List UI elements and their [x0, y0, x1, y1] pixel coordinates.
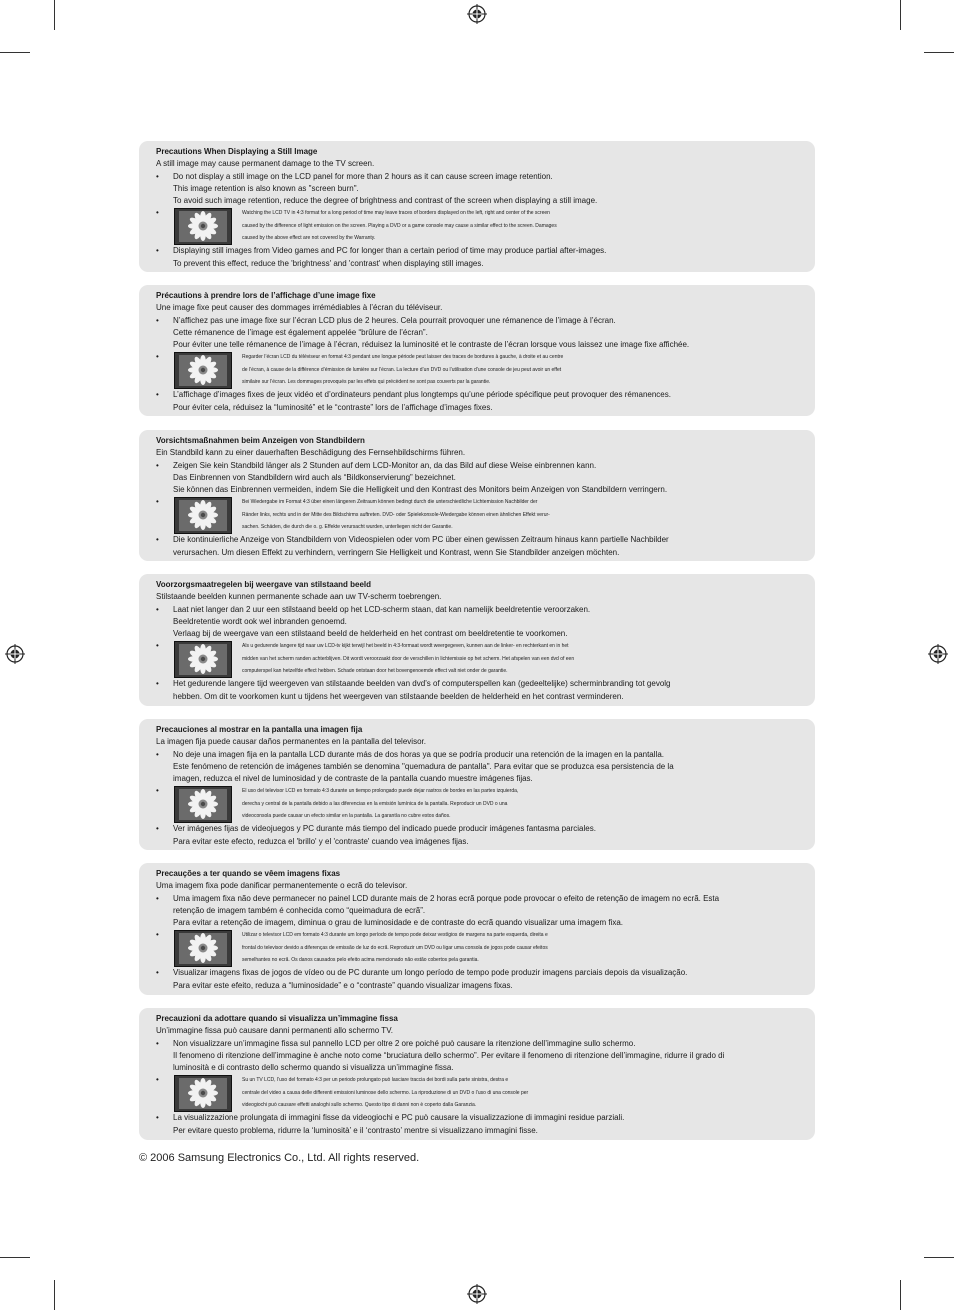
bullet-icon: •: [156, 535, 159, 545]
bullet-icon: •: [156, 968, 159, 978]
precaution-section-english: [139, 141, 815, 272]
section-intro: Uma imagem fixa pode danificar permanentemente o ecrã do televisor.: [156, 881, 408, 891]
bullet-text: Het gedurende langere tijd weergeven van stilstaande beelden van dvd’s of computerspellen kan (gedeeltelijke) scherminbranding tot gevolg: [173, 679, 671, 689]
section-intro: Une image fixe peut causer des dommages irrémédiables à l’écran du téléviseur.: [156, 303, 443, 313]
section-title: Precautions When Displaying a Still Image: [156, 147, 318, 156]
image-bullet-line: Ränder links, rechts und in der Mitte des Bildschirms auftreten. DVD- oder Spielekonsole-Wiedergabe können einen ähnlichen Effekt verur-: [242, 511, 550, 518]
bullet-continuation: Verlaag bij de weergave van een stilstaand beeld de helderheid en het contrast om beeldretentie te voorkomen.: [173, 629, 568, 639]
bullet-continuation: Para evitar este efeito, reduza a “luminosidade” e o “contraste” quando visualizar imagens fixas.: [173, 980, 513, 990]
precaution-section-french: [139, 285, 815, 416]
section-intro: Un’immagine fissa può causare danni permanenti allo schermo TV.: [156, 1026, 394, 1036]
image-bullet-line: videoconsola puede causar un efecto similar en la pantalla. La garantía no cubre estos daños.: [242, 813, 451, 820]
bullet-text: No deje una imagen fija en la pantalla LCD durante más de dos horas ya que se podría producir una retención de la imagen en la pantalla.: [173, 749, 664, 759]
bullet-item: [156, 823, 805, 835]
bullet-text: Uma imagem fixa não deve permanecer no painel LCD durante mais de 2 horas ecrã porque pode provocar o efeito de retenção de imagem no ecrã. Esta: [173, 893, 720, 903]
tv-still-image-thumbnail: [174, 786, 232, 823]
crop-mark-top-right-horizontal: [924, 52, 954, 53]
precaution-section-portuguese: [139, 863, 815, 995]
bullet-continuation: Cette rémanence de l’image est également appelée “brûlure de l’écran”.: [173, 327, 428, 337]
bullet-text: Do not display a still image on the LCD panel for more than 2 hours as it can cause screen image retention.: [173, 171, 553, 181]
image-bullet-text: [242, 1074, 805, 1111]
precaution-section-spanish: [139, 719, 815, 850]
image-bullet-item: [156, 207, 805, 245]
bullet-continuation: Pour éviter une telle rémanence de l’image à l’écran, réduisez la luminosité et le contraste de l’écran lorsque vous laissez une image fixe affichée.: [173, 340, 690, 350]
bullet-item: [156, 245, 805, 257]
bullet-icon: •: [156, 1113, 159, 1123]
bullet-text: La visualizzazione prolungata di immagini fisse da videogiochi e PC può causare la visualizzazione di immagini residue parziali.: [173, 1113, 625, 1123]
bullet-icon: •: [156, 1075, 159, 1085]
image-bullet-item: [156, 1074, 805, 1112]
bullet-icon: •: [156, 497, 159, 507]
precaution-section-german: [139, 430, 815, 561]
image-bullet-line: frontal do televisor devido a diferenças de emissão de luz do ecrã. Reproduzir um DVD ou ligar uma consola de jogos pode causar efeitos: [242, 944, 548, 951]
tv-still-image-thumbnail: [174, 352, 232, 389]
bullet-item: [156, 604, 805, 616]
crop-mark-bottom-right-vertical: [900, 1280, 901, 1310]
bullet-continuation: Il fenomeno di ritenzione dell’immagine è anche noto come “bruciatura dello schermo”. Per evitare il fenomeno di ritenzione dell’immagine, ridurre il grado di: [173, 1050, 725, 1060]
bullet-text: Die kontinuierliche Anzeige von Standbildern von Videospielen oder vom PC über einen gewissen Zeitraum hinaus kann partielle Nachbilder: [173, 535, 669, 545]
bullet-icon: •: [156, 824, 159, 834]
tv-still-image-thumbnail: [174, 641, 232, 678]
bullet-continuation: Das Einbrennen von Standbildern wird auch als “Bildkonservierung” bezeichnet.: [173, 472, 456, 482]
bullet-item: [156, 678, 805, 690]
image-bullet-line: de l’écran, à cause de la différence d’émission de lumière sur l’écran. La lecture d’un DVD ou l’utilisation d’une console de jeu peut avoir un effet: [242, 366, 562, 373]
bullet-icon: •: [156, 679, 159, 689]
bullet-icon: •: [156, 930, 159, 940]
section-intro: Ein Standbild kann zu einer dauerhaften Beschädigung des Fernsehbildschirms führen.: [156, 448, 466, 458]
image-bullet-line: similaire sur l’écran. Les dommages provoqués par les effets qui précèdent ne sont pas couverts par la garantie.: [242, 379, 491, 386]
bullet-continuation: luminosità e di contrasto dello schermo quando si visualizza un’immagine fissa.: [173, 1063, 454, 1073]
image-bullet-line: Su un TV LCD, l’uso del formato 4:3 per un periodo prolungato può lasciare traccia dei bordi sulla parte sinistra, destra e: [242, 1077, 509, 1084]
image-bullet-line: derecha y central de la pantalla debido a las diferencias en la emisión lumínica de la pantalla. Reproducir un DVD o una: [242, 800, 508, 807]
bullet-item: [156, 1038, 805, 1050]
bullet-item: [156, 1112, 805, 1124]
image-bullet-item: [156, 351, 805, 389]
registration-mark-icon: [467, 4, 487, 24]
image-bullet-line: Utilizar o televisor LCD em formato 4:3 durante um longo período de tempo pode deixar vestígios de margens na parte esquerda, direita e: [242, 932, 548, 939]
bullet-continuation: Per evitare questo problema, ridurre la ‘luminosità’ e il ‘contrasto’ mentre si visualizzano immagini fisse.: [173, 1125, 538, 1135]
bullet-icon: •: [156, 604, 159, 614]
bullet-item: [156, 749, 805, 761]
image-bullet-line: videogiochi può causare effetti analoghi sullo schermo. Questo tipo di danni non è coperto dalla Garanzia.: [242, 1102, 477, 1109]
tv-still-image-thumbnail: [174, 208, 232, 245]
bullet-text: Zeigen Sie kein Standbild länger als 2 Stunden auf dem LCD-Monitor an, da das Bild auf diese Weise einbrennen kann.: [173, 460, 597, 470]
bullet-item: [156, 460, 805, 472]
section-title: Precauciones al mostrar en la pantalla una imagen fija: [156, 725, 363, 734]
tv-still-image-thumbnail: [174, 497, 232, 534]
bullet-icon: •: [156, 641, 159, 651]
bullet-continuation: Para evitar a retenção de imagem, diminua o grau de luminosidade e de contraste do ecrã quando visualizar uma imagem fixa.: [173, 918, 624, 928]
bullet-text: Laat niet langer dan 2 uur een stilstaand beeld op het LCD-scherm staan, dat kan namelijk beeldretentie veroorzaken.: [173, 604, 591, 614]
bullet-icon: •: [156, 315, 159, 325]
bullet-item: [156, 534, 805, 546]
image-bullet-line: sachen. Schäden, die durch die o. g. Effekte verursacht wurden, unterliegen nicht der Garantie.: [242, 524, 453, 531]
precaution-section-italian: [139, 1008, 815, 1140]
bullet-continuation: To avoid such image retention, reduce the degree of brightness and contrast of the screen when displaying a still image.: [173, 196, 598, 206]
image-bullet-text: [242, 351, 805, 388]
section-intro: La imagen fija puede causar daños permanentes en la pantalla del televisor.: [156, 737, 426, 747]
image-bullet-line: Watching the LCD TV in 4:3 format for a long period of time may leave traces of borders displayed on the left, right and center of the screen: [242, 210, 550, 217]
bullet-icon: •: [156, 390, 159, 400]
crop-mark-top-right-vertical: [900, 0, 901, 30]
bullet-icon: •: [156, 352, 159, 362]
section-title: Precauções a ter quando se vêem imagens fixas: [156, 869, 341, 878]
bullet-icon: •: [156, 460, 159, 470]
crop-mark-top-left-horizontal: [0, 52, 30, 53]
bullet-icon: •: [156, 246, 159, 256]
section-intro: Stilstaande beelden kunnen permanente schade aan uw TV-scherm toebrengen.: [156, 592, 442, 602]
section-title: Précautions à prendre lors de l’affichage d’une image fixe: [156, 291, 376, 300]
image-bullet-item: [156, 496, 805, 534]
crop-mark-top-left-vertical: [54, 0, 55, 30]
bullet-continuation: Este fenómeno de retención de imágenes también se denomina "quemadura de pantalla". Para evitar que se produzca esa persistencia de la: [173, 761, 674, 771]
bullet-icon: •: [156, 786, 159, 796]
image-bullet-line: computerspel kan hetzelfde effect hebben. Schade ontstaan door het bovengenoemde effect valt niet onder de garantie.: [242, 668, 508, 675]
image-bullet-line: Als u gedurende langere tijd naar uw LCD-tv kijkt terwijl het beeld in 4:3-formaat wordt weergegeven, kunnen aan de linker- en rechterkant en in het: [242, 643, 569, 650]
bullet-item: [156, 315, 805, 327]
bullet-continuation: Beeldretentie wordt ook wel inbranden genoemd.: [173, 616, 347, 626]
image-bullet-item: [156, 785, 805, 823]
image-bullet-text: [242, 640, 805, 677]
section-intro: A still image may cause permanent damage to the TV screen.: [156, 159, 375, 169]
image-bullet-line: caused by the difference of light emission on the screen. Playing a DVD or a game console may cause a similar effect to the screen. Damages: [242, 222, 557, 229]
bullet-icon: •: [156, 208, 159, 218]
section-title: Vorsichtsmaßnahmen beim Anzeigen von Standbildern: [156, 436, 365, 445]
bullet-item: [156, 893, 805, 905]
image-bullet-text: [242, 929, 805, 966]
precaution-section-dutch: [139, 574, 815, 706]
image-bullet-text: [242, 207, 805, 244]
bullet-continuation: Para evitar este efecto, reduzca el 'brillo' y el 'contraste' cuando vea imágenes fijas.: [173, 836, 469, 846]
registration-mark-icon: [928, 644, 948, 664]
bullet-icon: •: [156, 1038, 159, 1048]
bullet-text: L’affichage d’images fixes de jeux vidéo et d’ordinateurs pendant plus longtemps qu’une période spécifique peut provoquer des rémanences.: [173, 390, 671, 400]
image-bullet-line: semelhantes no ecrã. Os danos causados pelo efeito acima mencionado não estão cobertos pela garantia.: [242, 957, 479, 964]
bullet-icon: •: [156, 171, 159, 181]
image-bullet-line: Regarder l’écran LCD du téléviseur en format 4:3 pendant une longue période peut laisser des traces de bordures à gauche, à droite et au centre: [242, 354, 564, 361]
tv-still-image-thumbnail: [174, 930, 232, 967]
image-bullet-line: Bei Wiedergabe im Format 4:3 über einen längeren Zeitraum können bedingt durch die unterschiedliche Lichtemission Nachbilder der: [242, 499, 538, 506]
bullet-text: Ver imágenes fijas de videojuegos y PC durante más tiempo del indicado puede producir imágenes fantasma parciales.: [173, 824, 596, 834]
bullet-text: Visualizar imagens fixas de jogos de vídeo ou de PC durante um longo período de tempo pode produzir imagens parciais depois da visualização.: [173, 968, 688, 978]
bullet-continuation: Pour éviter cela, réduisez la “luminosité” et le “contraste” lors de l’affichage d’images fixes.: [173, 402, 493, 412]
image-bullet-item: [156, 929, 805, 967]
image-bullet-text: [242, 496, 805, 533]
bullet-icon: •: [156, 749, 159, 759]
image-bullet-line: centrale del video a causa delle differenti emissioni luminose dello schermo. La riproduzione di un DVD o l’uso di una console per: [242, 1089, 529, 1096]
section-title: Precauzioni da adottare quando si visualizza un’immagine fissa: [156, 1014, 398, 1023]
bullet-continuation: verursachen. Um diesen Effekt zu verhindern, verringern Sie Helligkeit und Kontrast, wenn Sie Standbilder anzeigen möchten.: [173, 547, 620, 557]
bullet-text: Non visualizzare un’immagine fissa sul pannello LCD per oltre 2 ore poiché può causare la ritenzione dell’immagine sullo schermo.: [173, 1038, 636, 1048]
image-bullet-line: midden van het scherm randen achterblijven. Dit wordt veroorzaakt door de verschillen in lichtemissie op het scherm. Het afspelen van een dvd of een: [242, 655, 575, 662]
bullet-continuation: hebben. Om dit te voorkomen kunt u tijdens het weergeven van stilstaande beelden de helderheid en het contrast verminderen.: [173, 691, 624, 701]
image-bullet-line: caused by the above effect are not covered by the Warranty.: [242, 235, 376, 242]
bullet-item: [156, 389, 805, 401]
bullet-continuation: imagen, reduzca el nivel de luminosidad y de contraste de la pantalla cuando muestre imágenes fijas.: [173, 774, 533, 784]
copyright-notice: © 2006 Samsung Electronics Co., Ltd. All rights reserved.: [139, 1152, 420, 1164]
crop-mark-bottom-left-horizontal: [0, 1257, 30, 1258]
registration-mark-icon: [467, 1284, 487, 1304]
bullet-icon: •: [156, 893, 159, 903]
registration-mark-icon: [5, 644, 25, 664]
bullet-continuation: This image retention is also known as "screen burn".: [173, 183, 359, 193]
image-bullet-text: [242, 785, 805, 822]
section-title: Voorzorgsmaatregelen bij weergave van stilstaand beeld: [156, 580, 372, 589]
bullet-item: [156, 967, 805, 979]
tv-still-image-thumbnail: [174, 1075, 232, 1112]
image-bullet-item: [156, 640, 805, 678]
bullet-continuation: retenção de imagem também é conhecida como “queimadura de ecrã”.: [173, 905, 426, 915]
bullet-item: [156, 171, 805, 183]
crop-mark-bottom-right-horizontal: [924, 1257, 954, 1258]
bullet-continuation: To prevent this effect, reduce the 'brightness' and 'contrast' when displaying still images.: [173, 258, 484, 268]
bullet-text: Displaying still images from Video games and PC for longer than a certain period of time may produce partial after-images.: [173, 246, 607, 256]
image-bullet-line: El uso del televisor LCD en formato 4:3 durante un tiempo prolongado puede dejar rastros de bordes en las partes izquierda,: [242, 788, 519, 795]
crop-mark-bottom-left-vertical: [54, 1280, 55, 1310]
bullet-text: N’affichez pas une image fixe sur l’écran LCD plus de 2 heures. Cela pourrait provoquer une rémanence de l’image à l’écran.: [173, 315, 616, 325]
bullet-continuation: Sie können das Einbrennen vermeiden, indem Sie die Helligkeit und den Kontrast des Monitors beim Anzeigen von Standbildern verringern.: [173, 485, 668, 495]
